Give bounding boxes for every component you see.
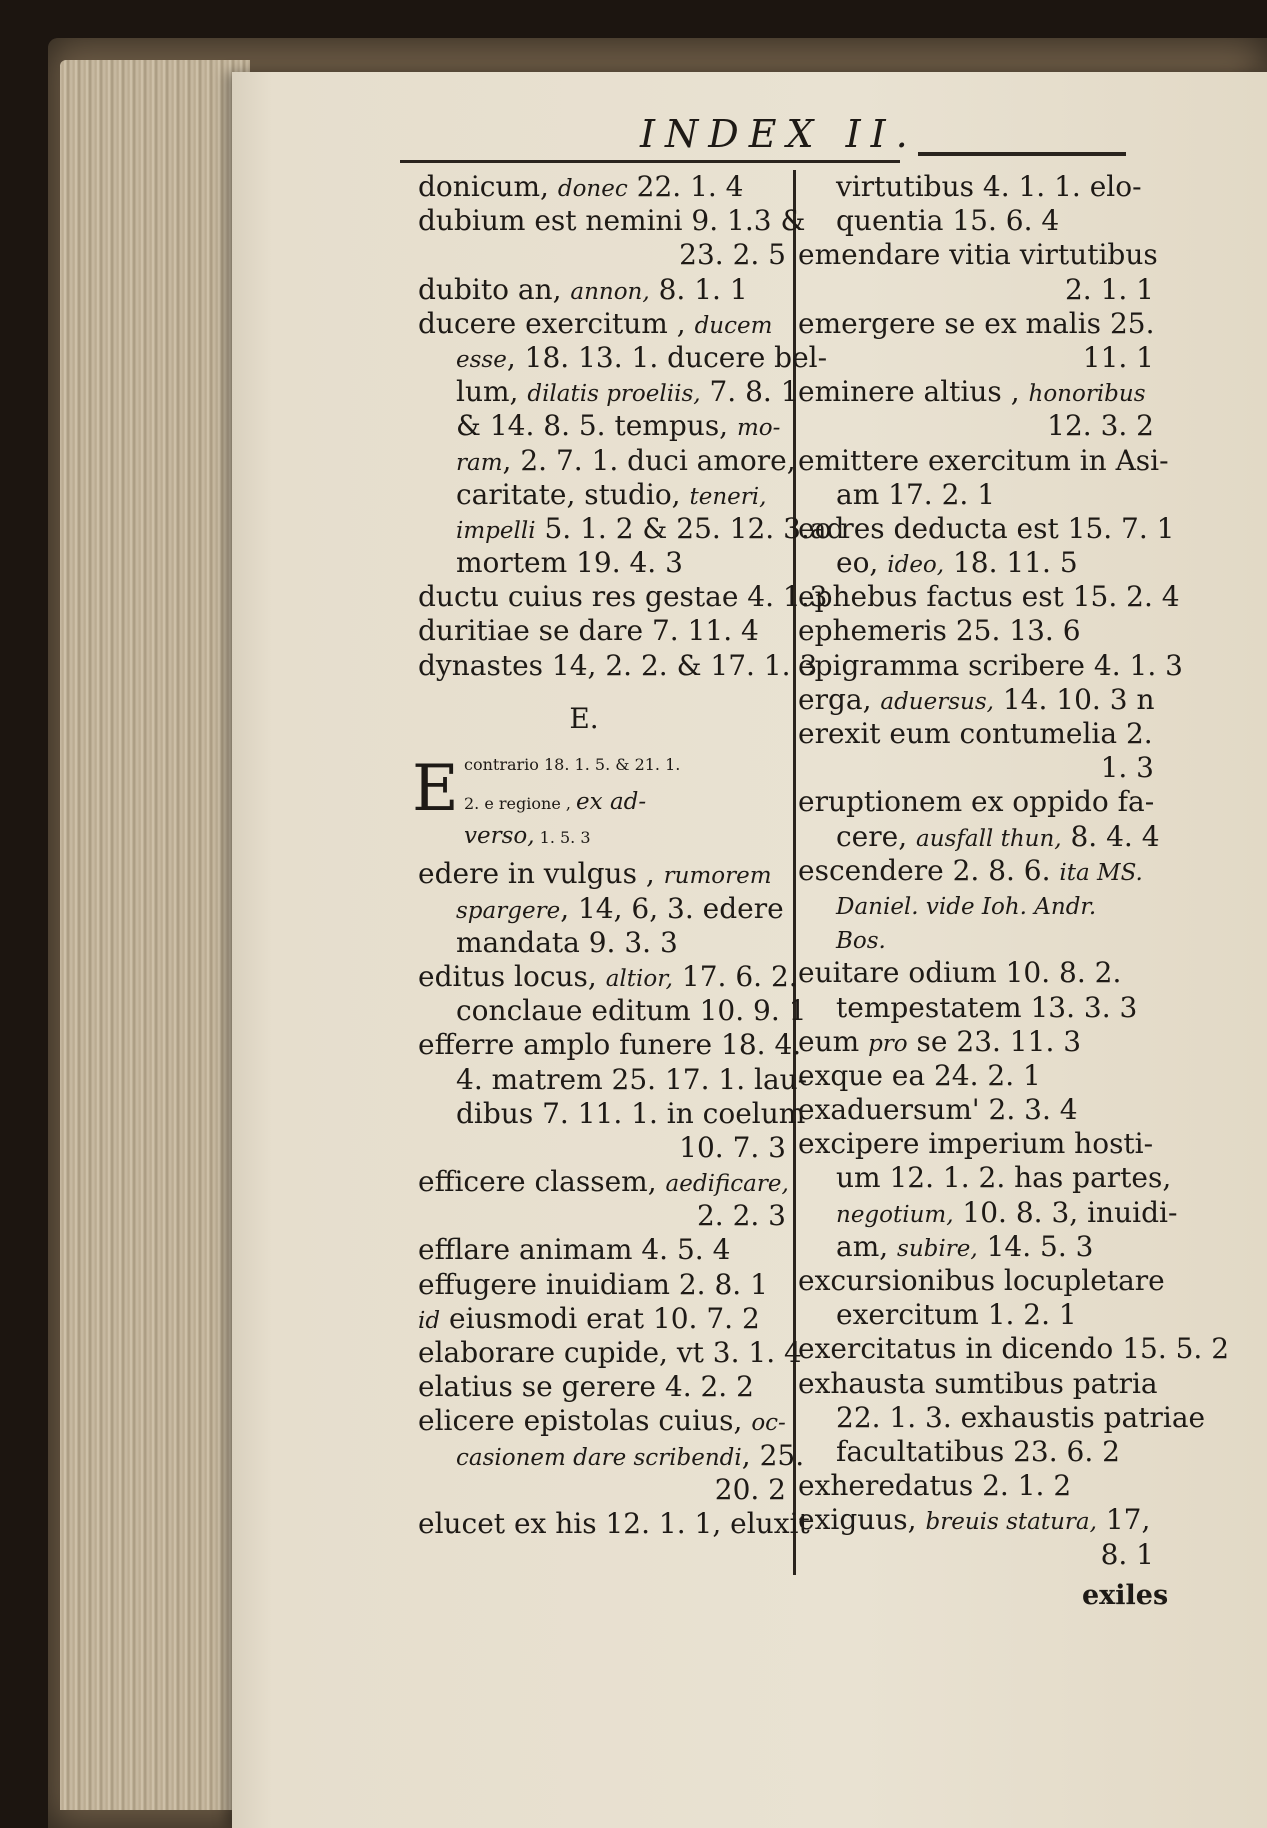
index-text: euitare odium 10. 8. 2. — [798, 956, 1122, 990]
italic-gloss: donec — [557, 176, 628, 202]
index-entry — [798, 307, 1158, 375]
index-line — [798, 307, 1158, 341]
index-entry — [418, 959, 807, 1028]
index-line — [418, 857, 790, 891]
index-text: emergere se ex malis 25. — [798, 306, 1155, 340]
index-entry — [418, 170, 790, 204]
index-line — [418, 1336, 802, 1370]
index-text: 14. 5. 3 — [977, 1229, 1094, 1263]
index-line — [418, 789, 790, 823]
italic-gloss: id — [418, 1307, 441, 1334]
italic-gloss: mo- — [736, 415, 781, 442]
italic-gloss: ita MS. — [1059, 859, 1143, 886]
italic-gloss: aduersus, — [880, 688, 994, 715]
index-line — [798, 273, 1158, 307]
index-line — [798, 341, 1158, 375]
index-text: ephebus factus est 15. 2. 4 — [798, 580, 1180, 614]
index-text: ductu cuius res gestae 4. 1.3 — [418, 580, 828, 614]
index-line — [418, 546, 790, 580]
index-entry — [798, 1503, 1158, 1571]
index-line — [798, 1400, 1206, 1435]
index-line — [418, 170, 790, 204]
index-line — [798, 580, 1180, 614]
index-text: 4. matrem 25. 17. 1. lau- — [456, 1062, 808, 1096]
index-entry — [798, 1264, 1165, 1332]
index-line — [798, 751, 1158, 785]
index-text: emittere exercitum in Asi- — [798, 443, 1169, 477]
index-line — [798, 1230, 1158, 1264]
first-e-lines — [418, 755, 790, 858]
index-line — [418, 1199, 790, 1233]
index-entry — [798, 511, 1175, 546]
index-text: exaduersum' 2. 3. 4 — [798, 1093, 1078, 1127]
italic-gloss: esse — [456, 346, 507, 373]
index-line — [798, 170, 1158, 204]
index-entry — [798, 717, 1158, 785]
index-text: mandata 9. 3. 3 — [456, 925, 678, 959]
index-text: , 25. — [741, 1438, 805, 1472]
index-entry — [798, 956, 1158, 1024]
index-line — [798, 409, 1158, 443]
index-text: 17. 6. 2. — [673, 959, 798, 993]
index-entry — [798, 1093, 1158, 1127]
index-text: 1. 5. 3 — [534, 828, 591, 848]
index-line — [798, 1059, 1158, 1093]
index-text: 22. 1. 4 — [627, 170, 744, 203]
index-line — [418, 1096, 806, 1131]
index-line — [418, 1404, 790, 1438]
index-text: ducere exercitum , — [418, 306, 695, 340]
index-line — [418, 755, 790, 789]
index-line — [418, 1506, 810, 1541]
index-text: 8. 4. 4 — [1061, 819, 1160, 853]
index-line — [418, 273, 790, 307]
italic-gloss: negotium, — [836, 1201, 954, 1228]
index-text: quentia 15. 6. 4 — [836, 204, 1060, 238]
index-text: 17, — [1096, 1503, 1151, 1537]
index-line — [798, 375, 1158, 409]
index-line — [798, 956, 1158, 990]
index-entry — [418, 1165, 790, 1233]
index-text: lum, — [456, 375, 528, 409]
index-entry — [798, 1332, 1230, 1366]
index-line — [418, 204, 806, 238]
index-entry — [798, 375, 1158, 443]
index-text: efficere classem, — [418, 1165, 666, 1199]
index-text: um 12. 1. 2. has partes, — [836, 1161, 1172, 1195]
index-text: 8. 1 — [1100, 1537, 1154, 1571]
index-text: exque ea 24. 2. 1 — [798, 1058, 1041, 1092]
italic-gloss: ram — [456, 449, 503, 476]
index-entry — [798, 1127, 1178, 1264]
index-text: elicere epistolas cuius, — [418, 1404, 752, 1438]
index-text: mortem 19. 4. 3 — [456, 546, 683, 580]
index-line — [798, 1538, 1158, 1572]
index-line — [418, 511, 845, 546]
italic-gloss: subire, — [897, 1235, 978, 1262]
index-entry — [798, 546, 1158, 580]
index-text: eiusmodi erat 10. 7. 2 — [440, 1301, 760, 1335]
index-text: eo, — [836, 546, 888, 580]
index-line — [418, 1062, 808, 1097]
index-text: efferre amplo funere 18. 4. — [418, 1028, 802, 1062]
index-line — [418, 409, 790, 443]
index-text: tempestatem 13. 3. 3 — [836, 990, 1138, 1024]
index-entry — [798, 854, 1158, 957]
index-text: eo res deducta est 15. 7. 1 — [798, 511, 1175, 545]
index-text: ephemeris 25. 13. 6 — [798, 614, 1081, 648]
italic-gloss: verso, — [464, 823, 535, 850]
index-text: dubito an, — [418, 272, 571, 306]
index-text: emendare vitia virtutibus — [798, 238, 1158, 272]
index-line — [798, 888, 1158, 922]
index-line — [798, 1093, 1158, 1127]
index-text: facultatibus 23. 6. 2 — [836, 1434, 1120, 1468]
index-line — [418, 1302, 790, 1336]
index-line — [418, 478, 790, 512]
index-entry — [798, 785, 1158, 853]
index-line — [798, 922, 1158, 956]
running-head: INDEX II. — [640, 112, 918, 156]
section-letter: E. — [569, 701, 599, 735]
index-line — [798, 991, 1158, 1025]
index-entry — [798, 443, 1169, 512]
index-entry — [418, 1336, 802, 1370]
index-entry — [798, 1059, 1158, 1093]
index-entry — [798, 1366, 1206, 1470]
index-text: elatius se gerere 4. 2. 2 — [418, 1370, 754, 1404]
index-text: donicum, — [418, 170, 558, 203]
index-line — [798, 443, 1169, 478]
index-entry — [798, 580, 1180, 614]
index-line — [418, 892, 790, 926]
index-line — [418, 1473, 790, 1507]
index-entry — [798, 614, 1158, 648]
index-text: efflare animam 4. 5. 4 — [418, 1233, 731, 1267]
index-line — [798, 546, 1158, 580]
index-line — [418, 1165, 790, 1199]
index-entry — [418, 1268, 790, 1302]
index-line — [418, 648, 818, 683]
index-entry — [418, 306, 845, 581]
catchword: exiles — [1082, 1580, 1169, 1611]
index-text: excursionibus locupletare — [798, 1264, 1165, 1297]
italic-gloss: annon, — [570, 278, 650, 305]
index-entry — [798, 648, 1183, 683]
index-text: 2. 2. 3 — [696, 1199, 786, 1233]
index-text: dibus 7. 11. 1. in coelum — [456, 1096, 806, 1130]
index-line — [798, 683, 1158, 717]
index-text: exiguus, — [798, 1503, 926, 1537]
index-line — [798, 648, 1183, 683]
index-text: exhausta sumtibus patria — [798, 1366, 1158, 1400]
index-line — [418, 1370, 790, 1404]
index-entry — [798, 1469, 1158, 1503]
page-edges — [60, 60, 250, 1810]
index-text: 20. 2 — [714, 1472, 786, 1506]
index-line — [418, 238, 790, 272]
index-line — [418, 1131, 790, 1165]
right-column — [798, 170, 1230, 1572]
index-line — [418, 614, 790, 648]
index-entry — [418, 580, 828, 614]
index-line — [798, 1298, 1158, 1332]
italic-gloss: Daniel. vide Ioh. Andr. — [836, 893, 1097, 920]
index-line — [798, 511, 1175, 546]
index-line — [798, 785, 1158, 819]
index-text: 5. 1. 2 & 25. 12. 3.ad — [535, 511, 845, 545]
index-line — [798, 1195, 1178, 1230]
index-text: editus locus, — [418, 959, 606, 993]
index-text: eum — [798, 1024, 869, 1058]
index-line — [418, 1268, 790, 1302]
index-line — [798, 854, 1158, 888]
index-text: 8. 1. 1 — [649, 272, 748, 306]
italic-gloss: aedificare, — [665, 1171, 789, 1198]
index-entry — [418, 273, 790, 307]
italic-gloss: ex ad- — [576, 789, 647, 815]
index-line — [798, 1264, 1165, 1298]
italic-gloss: ideo, — [887, 552, 945, 579]
italic-gloss: oc- — [751, 1410, 786, 1437]
index-text: se 23. 11. 3 — [907, 1024, 1082, 1058]
index-line — [798, 1332, 1230, 1366]
italic-gloss: Bos. — [836, 928, 886, 955]
index-line — [418, 959, 798, 994]
index-line — [418, 375, 799, 409]
index-text: 1. 3 — [1100, 751, 1154, 785]
index-text: exercitatus in dicendo 15. 5. 2 — [798, 1332, 1230, 1366]
index-text: escendere 2. 8. 6. — [798, 853, 1060, 887]
italic-gloss: altior, — [605, 965, 673, 992]
index-entry — [418, 648, 818, 683]
index-text: exheredatus 2. 1. 2 — [798, 1469, 1072, 1503]
index-line — [418, 1438, 805, 1473]
index-line — [418, 926, 790, 960]
index-line — [798, 238, 1158, 272]
index-text: dubium est nemini 9. 1.3 & — [418, 204, 806, 238]
index-entry — [418, 1302, 790, 1336]
italic-gloss: casionem dare scribendi — [456, 1444, 742, 1471]
index-line — [798, 1503, 1158, 1537]
index-entry — [798, 170, 1158, 238]
index-line — [798, 1367, 1158, 1401]
index-text: dynastes 14, 2. 2. & 17. 1. 3 — [418, 648, 818, 682]
index-line — [418, 580, 828, 614]
index-line — [418, 1233, 790, 1267]
index-text: conclaue editum 10. 9. 1 — [456, 994, 807, 1028]
index-text: , 14, 6, 3. edere — [560, 891, 784, 925]
index-text: 22. 1. 3. exhaustis patriae — [836, 1400, 1206, 1434]
left-e-entries — [418, 857, 810, 1541]
index-text: elucet ex his 12. 1. 1, eluxit — [418, 1506, 810, 1540]
first-e-entry — [412, 751, 790, 858]
index-entry — [418, 857, 790, 960]
index-text: exercitum 1. 2. 1 — [836, 1298, 1077, 1332]
italic-gloss: ducem — [694, 312, 773, 339]
index-text: 18. 11. 5 — [944, 546, 1078, 580]
index-entry — [418, 1233, 790, 1267]
index-line — [418, 443, 796, 478]
index-line — [798, 1469, 1158, 1503]
index-line — [798, 478, 1158, 512]
index-text: 2. e regione , — [464, 794, 577, 813]
index-text: 10. 8. 3, inuidi- — [953, 1195, 1178, 1229]
left-entries — [418, 170, 845, 683]
italic-gloss: honoribus — [1028, 381, 1146, 408]
index-entry — [798, 683, 1158, 717]
index-line — [798, 717, 1158, 751]
italic-gloss: impelli — [456, 517, 536, 544]
index-entry — [418, 614, 790, 648]
index-text: cere, — [836, 819, 917, 853]
index-line — [418, 1028, 802, 1062]
index-text: & 14. 8. 5. tempus, — [456, 409, 737, 443]
italic-gloss: rumorem — [663, 863, 772, 890]
index-text: 2. 1. 1 — [1064, 272, 1154, 306]
index-text: am, — [836, 1229, 898, 1263]
index-text: caritate, studio, — [456, 477, 690, 511]
index-text: erga, — [798, 682, 881, 716]
index-text: 11. 1 — [1082, 340, 1154, 374]
index-text: 7. 8. 1 — [700, 375, 799, 409]
index-text: 23. 2. 5 — [679, 238, 786, 272]
index-text: duritiae se dare 7. 11. 4 — [418, 614, 759, 648]
index-entry — [798, 238, 1158, 306]
index-text: 14. 10. 3 n — [993, 682, 1155, 716]
index-line — [418, 307, 790, 341]
index-entry — [418, 1506, 810, 1541]
index-text: am 17. 2. 1 — [836, 477, 996, 511]
index-line — [418, 994, 807, 1028]
italic-gloss: breuis statura, — [925, 1509, 1097, 1536]
index-text: excipere imperium hosti- — [798, 1127, 1154, 1161]
header-rule-left — [400, 160, 900, 163]
index-text: erexit eum contumelia 2. — [798, 717, 1153, 750]
index-text: eruptionem ex oppido fa- — [798, 785, 1155, 819]
index-text: 12. 3. 2 — [1047, 409, 1154, 443]
index-text: 10. 7. 3 — [679, 1130, 786, 1164]
index-text: effugere inuidiam 2. 8. 1 — [418, 1267, 768, 1301]
index-line — [798, 1127, 1158, 1161]
index-line — [798, 1435, 1158, 1469]
italic-gloss: spargere — [456, 897, 561, 924]
index-entry — [418, 1370, 790, 1404]
index-entry — [798, 1025, 1158, 1059]
index-line — [418, 823, 790, 857]
italic-gloss: pro — [868, 1030, 908, 1057]
index-line — [798, 1161, 1172, 1195]
index-text: virtutibus 4. 1. 1. elo- — [836, 170, 1142, 203]
index-text: eminere altius , — [798, 375, 1029, 409]
index-line — [798, 820, 1158, 854]
index-line — [418, 340, 828, 375]
drop-cap: E — [412, 751, 459, 826]
index-text: edere in vulgus , — [418, 857, 664, 891]
italic-gloss: teneri, — [689, 483, 767, 510]
index-entry — [418, 204, 806, 272]
index-entry — [418, 1404, 805, 1507]
italic-gloss: ausfall thun, — [916, 825, 1062, 852]
index-line — [798, 1025, 1158, 1059]
right-entries — [798, 170, 1230, 1572]
italic-gloss: dilatis proeliis, — [527, 381, 701, 408]
index-text: elaborare cupide, vt 3. 1. 4 — [418, 1336, 802, 1369]
index-line — [798, 204, 1158, 238]
header-rule-right — [918, 152, 1126, 156]
index-line — [798, 614, 1158, 648]
index-text: , 18. 13. 1. ducere bel- — [506, 340, 828, 374]
index-text: contrario 18. 1. 5. & 21. 1. — [464, 754, 681, 774]
index-text: epigramma scribere 4. 1. 3 — [798, 648, 1183, 682]
index-text: , 2. 7. 1. duci amore, — [502, 443, 796, 477]
index-entry — [418, 1028, 808, 1165]
